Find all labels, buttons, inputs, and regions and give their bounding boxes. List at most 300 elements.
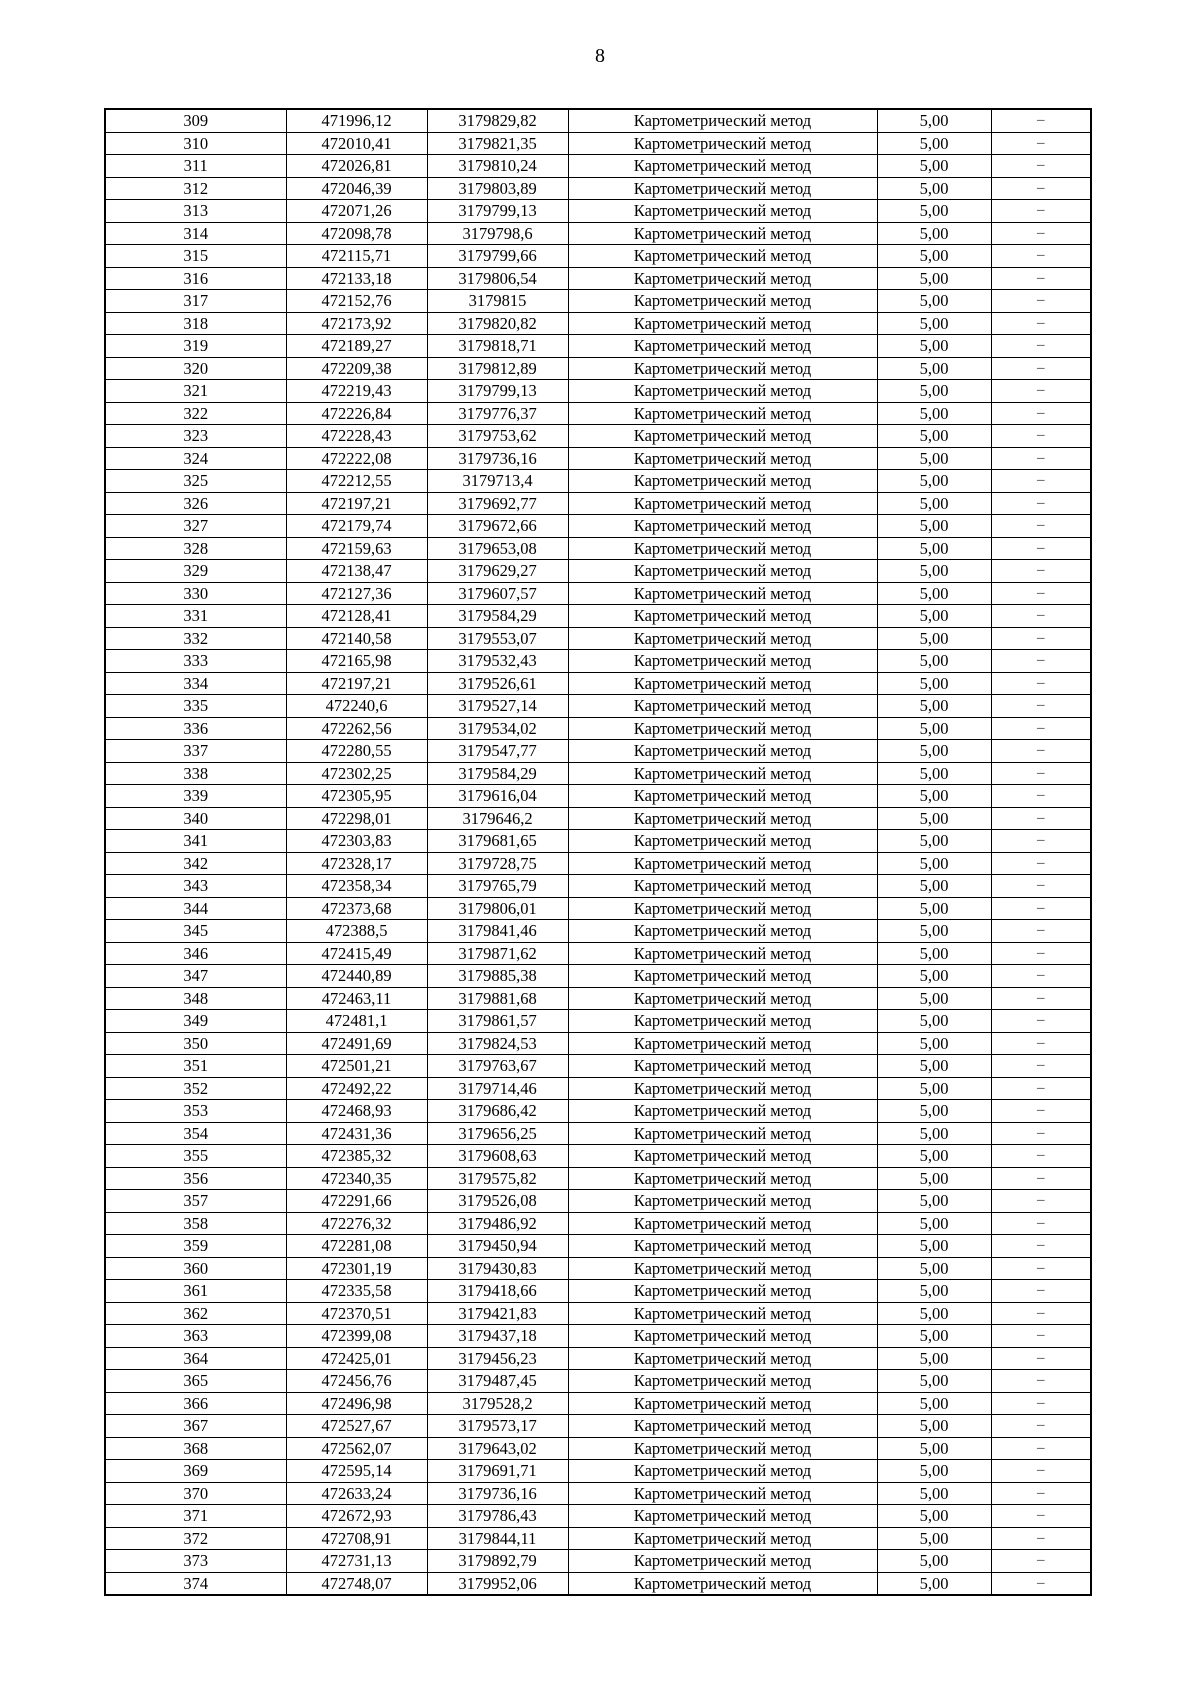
point-number-cell: 316: [105, 267, 286, 290]
y-coordinate-cell: 3179820,82: [427, 312, 568, 335]
point-number-cell: 335: [105, 695, 286, 718]
method-cell: Картометрический метод: [568, 1122, 877, 1145]
method-cell: Картометрический метод: [568, 920, 877, 943]
method-cell: Картометрический метод: [568, 1347, 877, 1370]
note-cell: –: [991, 132, 1091, 155]
note-cell: –: [991, 1280, 1091, 1303]
x-coordinate-cell: 472491,69: [286, 1032, 427, 1055]
accuracy-cell: 5,00: [877, 942, 991, 965]
point-number-cell: 358: [105, 1212, 286, 1235]
table-row: [105, 537, 1091, 560]
method-cell: Картометрический метод: [568, 1077, 877, 1100]
accuracy-cell: 5,00: [877, 492, 991, 515]
table-row: [105, 740, 1091, 763]
note-cell: –: [991, 155, 1091, 178]
y-coordinate-cell: 3179584,29: [427, 605, 568, 628]
method-cell: Картометрический метод: [568, 380, 877, 403]
x-coordinate-cell: 472595,14: [286, 1460, 427, 1483]
x-coordinate-cell: 472399,08: [286, 1325, 427, 1348]
x-coordinate-cell: 472440,89: [286, 965, 427, 988]
table-row: [105, 605, 1091, 628]
point-number-cell: 321: [105, 380, 286, 403]
method-cell: Картометрический метод: [568, 245, 877, 268]
method-cell: Картометрический метод: [568, 1055, 877, 1078]
note-cell: –: [991, 1145, 1091, 1168]
point-number-cell: 368: [105, 1437, 286, 1460]
table-row: [105, 965, 1091, 988]
y-coordinate-cell: 3179763,67: [427, 1055, 568, 1078]
point-number-cell: 319: [105, 335, 286, 358]
method-cell: Картометрический метод: [568, 1280, 877, 1303]
method-cell: Картометрический метод: [568, 785, 877, 808]
accuracy-cell: 5,00: [877, 1437, 991, 1460]
method-cell: Картометрический метод: [568, 1505, 877, 1528]
x-coordinate-cell: 472527,67: [286, 1415, 427, 1438]
x-coordinate-cell: 472492,22: [286, 1077, 427, 1100]
table-row: [105, 650, 1091, 673]
accuracy-cell: 5,00: [877, 1032, 991, 1055]
method-cell: Картометрический метод: [568, 1100, 877, 1123]
point-number-cell: 338: [105, 762, 286, 785]
accuracy-cell: 5,00: [877, 335, 991, 358]
note-cell: –: [991, 492, 1091, 515]
note-cell: –: [991, 380, 1091, 403]
y-coordinate-cell: 3179553,07: [427, 627, 568, 650]
note-cell: –: [991, 807, 1091, 830]
method-cell: Картометрический метод: [568, 605, 877, 628]
note-cell: –: [991, 717, 1091, 740]
coordinates-table-body: [105, 109, 1091, 1595]
y-coordinate-cell: 3179776,37: [427, 402, 568, 425]
method-cell: Картометрический метод: [568, 537, 877, 560]
method-cell: Картометрический метод: [568, 1190, 877, 1213]
accuracy-cell: 5,00: [877, 1122, 991, 1145]
note-cell: –: [991, 1122, 1091, 1145]
y-coordinate-cell: 3179815: [427, 290, 568, 313]
accuracy-cell: 5,00: [877, 1100, 991, 1123]
table-row: [105, 1460, 1091, 1483]
point-number-cell: 346: [105, 942, 286, 965]
table-row: [105, 290, 1091, 313]
y-coordinate-cell: 3179672,66: [427, 515, 568, 538]
table-row: [105, 830, 1091, 853]
accuracy-cell: 5,00: [877, 1167, 991, 1190]
point-number-cell: 344: [105, 897, 286, 920]
accuracy-cell: 5,00: [877, 807, 991, 830]
x-coordinate-cell: 472335,58: [286, 1280, 427, 1303]
table-row: [105, 402, 1091, 425]
point-number-cell: 324: [105, 447, 286, 470]
note-cell: –: [991, 290, 1091, 313]
accuracy-cell: 5,00: [877, 1257, 991, 1280]
accuracy-cell: 5,00: [877, 222, 991, 245]
x-coordinate-cell: 472731,13: [286, 1550, 427, 1573]
x-coordinate-cell: 472026,81: [286, 155, 427, 178]
accuracy-cell: 5,00: [877, 785, 991, 808]
x-coordinate-cell: 472301,19: [286, 1257, 427, 1280]
y-coordinate-cell: 3179547,77: [427, 740, 568, 763]
method-cell: Картометрический метод: [568, 267, 877, 290]
y-coordinate-cell: 3179456,23: [427, 1347, 568, 1370]
point-number-cell: 367: [105, 1415, 286, 1438]
y-coordinate-cell: 3179418,66: [427, 1280, 568, 1303]
note-cell: –: [991, 447, 1091, 470]
point-number-cell: 347: [105, 965, 286, 988]
table-row: [105, 1527, 1091, 1550]
method-cell: Картометрический метод: [568, 1550, 877, 1573]
accuracy-cell: 5,00: [877, 425, 991, 448]
table-row: [105, 335, 1091, 358]
accuracy-cell: 5,00: [877, 1527, 991, 1550]
y-coordinate-cell: 3179728,75: [427, 852, 568, 875]
table-row: [105, 1122, 1091, 1145]
table-row: [105, 200, 1091, 223]
note-cell: –: [991, 402, 1091, 425]
x-coordinate-cell: 472633,24: [286, 1482, 427, 1505]
accuracy-cell: 5,00: [877, 1235, 991, 1258]
x-coordinate-cell: 472358,34: [286, 875, 427, 898]
accuracy-cell: 5,00: [877, 1280, 991, 1303]
point-number-cell: 343: [105, 875, 286, 898]
point-number-cell: 309: [105, 109, 286, 132]
x-coordinate-cell: 472262,56: [286, 717, 427, 740]
method-cell: Картометрический метод: [568, 1415, 877, 1438]
point-number-cell: 314: [105, 222, 286, 245]
method-cell: Картометрический метод: [568, 1527, 877, 1550]
x-coordinate-cell: 472501,21: [286, 1055, 427, 1078]
method-cell: Картометрический метод: [568, 1572, 877, 1595]
point-number-cell: 354: [105, 1122, 286, 1145]
x-coordinate-cell: 472305,95: [286, 785, 427, 808]
method-cell: Картометрический метод: [568, 650, 877, 673]
note-cell: –: [991, 1415, 1091, 1438]
accuracy-cell: 5,00: [877, 537, 991, 560]
x-coordinate-cell: 472708,91: [286, 1527, 427, 1550]
accuracy-cell: 5,00: [877, 1055, 991, 1078]
note-cell: –: [991, 1190, 1091, 1213]
point-number-cell: 374: [105, 1572, 286, 1595]
table-row: [105, 875, 1091, 898]
y-coordinate-cell: 3179616,04: [427, 785, 568, 808]
accuracy-cell: 5,00: [877, 605, 991, 628]
x-coordinate-cell: 472431,36: [286, 1122, 427, 1145]
method-cell: Картометрический метод: [568, 312, 877, 335]
point-number-cell: 341: [105, 830, 286, 853]
table-row: [105, 762, 1091, 785]
note-cell: –: [991, 1505, 1091, 1528]
x-coordinate-cell: 472228,43: [286, 425, 427, 448]
note-cell: –: [991, 650, 1091, 673]
accuracy-cell: 5,00: [877, 1415, 991, 1438]
x-coordinate-cell: 472046,39: [286, 177, 427, 200]
note-cell: –: [991, 200, 1091, 223]
table-row: [105, 1010, 1091, 1033]
accuracy-cell: 5,00: [877, 1145, 991, 1168]
method-cell: Картометрический метод: [568, 109, 877, 132]
accuracy-cell: 5,00: [877, 1370, 991, 1393]
table-row: [105, 1145, 1091, 1168]
point-number-cell: 364: [105, 1347, 286, 1370]
y-coordinate-cell: 3179821,35: [427, 132, 568, 155]
note-cell: –: [991, 1482, 1091, 1505]
x-coordinate-cell: 472370,51: [286, 1302, 427, 1325]
note-cell: –: [991, 965, 1091, 988]
x-coordinate-cell: 472468,93: [286, 1100, 427, 1123]
y-coordinate-cell: 3179487,45: [427, 1370, 568, 1393]
accuracy-cell: 5,00: [877, 717, 991, 740]
x-coordinate-cell: 472240,6: [286, 695, 427, 718]
table-row: [105, 1347, 1091, 1370]
accuracy-cell: 5,00: [877, 1010, 991, 1033]
point-number-cell: 329: [105, 560, 286, 583]
note-cell: –: [991, 582, 1091, 605]
point-number-cell: 373: [105, 1550, 286, 1573]
table-row: [105, 1032, 1091, 1055]
x-coordinate-cell: 472179,74: [286, 515, 427, 538]
accuracy-cell: 5,00: [877, 357, 991, 380]
point-number-cell: 320: [105, 357, 286, 380]
table-row: [105, 470, 1091, 493]
table-row: [105, 492, 1091, 515]
note-cell: –: [991, 335, 1091, 358]
accuracy-cell: 5,00: [877, 1302, 991, 1325]
table-row: [105, 357, 1091, 380]
y-coordinate-cell: 3179861,57: [427, 1010, 568, 1033]
note-cell: –: [991, 537, 1091, 560]
x-coordinate-cell: 472173,92: [286, 312, 427, 335]
y-coordinate-cell: 3179871,62: [427, 942, 568, 965]
table-row: [105, 987, 1091, 1010]
table-row: [105, 897, 1091, 920]
point-number-cell: 342: [105, 852, 286, 875]
note-cell: –: [991, 1257, 1091, 1280]
x-coordinate-cell: 472496,98: [286, 1392, 427, 1415]
x-coordinate-cell: 472128,41: [286, 605, 427, 628]
accuracy-cell: 5,00: [877, 830, 991, 853]
point-number-cell: 362: [105, 1302, 286, 1325]
table-row: [105, 1392, 1091, 1415]
y-coordinate-cell: 3179584,29: [427, 762, 568, 785]
accuracy-cell: 5,00: [877, 1190, 991, 1213]
method-cell: Картометрический метод: [568, 1370, 877, 1393]
point-number-cell: 339: [105, 785, 286, 808]
note-cell: –: [991, 1370, 1091, 1393]
method-cell: Картометрический метод: [568, 1392, 877, 1415]
table-row: [105, 695, 1091, 718]
point-number-cell: 322: [105, 402, 286, 425]
y-coordinate-cell: 3179528,2: [427, 1392, 568, 1415]
method-cell: Картометрический метод: [568, 1212, 877, 1235]
table-row: [105, 132, 1091, 155]
y-coordinate-cell: 3179952,06: [427, 1572, 568, 1595]
accuracy-cell: 5,00: [877, 290, 991, 313]
table-row: [105, 1235, 1091, 1258]
x-coordinate-cell: 472280,55: [286, 740, 427, 763]
y-coordinate-cell: 3179806,54: [427, 267, 568, 290]
y-coordinate-cell: 3179812,89: [427, 357, 568, 380]
method-cell: Картометрический метод: [568, 200, 877, 223]
point-number-cell: 360: [105, 1257, 286, 1280]
x-coordinate-cell: 472303,83: [286, 830, 427, 853]
note-cell: –: [991, 1077, 1091, 1100]
accuracy-cell: 5,00: [877, 402, 991, 425]
method-cell: Картометрический метод: [568, 1325, 877, 1348]
accuracy-cell: 5,00: [877, 582, 991, 605]
method-cell: Картометрический метод: [568, 965, 877, 988]
y-coordinate-cell: 3179532,43: [427, 650, 568, 673]
point-number-cell: 333: [105, 650, 286, 673]
point-number-cell: 363: [105, 1325, 286, 1348]
accuracy-cell: 5,00: [877, 245, 991, 268]
table-row: [105, 1055, 1091, 1078]
method-cell: Картометрический метод: [568, 1257, 877, 1280]
table-row: [105, 177, 1091, 200]
note-cell: –: [991, 1100, 1091, 1123]
x-coordinate-cell: 472425,01: [286, 1347, 427, 1370]
note-cell: –: [991, 672, 1091, 695]
y-coordinate-cell: 3179534,02: [427, 717, 568, 740]
table-row: [105, 852, 1091, 875]
method-cell: Картометрический метод: [568, 1167, 877, 1190]
accuracy-cell: 5,00: [877, 1212, 991, 1235]
accuracy-cell: 5,00: [877, 132, 991, 155]
point-number-cell: 334: [105, 672, 286, 695]
x-coordinate-cell: 472388,5: [286, 920, 427, 943]
accuracy-cell: 5,00: [877, 1392, 991, 1415]
note-cell: –: [991, 1235, 1091, 1258]
note-cell: –: [991, 177, 1091, 200]
point-number-cell: 331: [105, 605, 286, 628]
point-number-cell: 353: [105, 1100, 286, 1123]
y-coordinate-cell: 3179421,83: [427, 1302, 568, 1325]
note-cell: –: [991, 875, 1091, 898]
y-coordinate-cell: 3179691,71: [427, 1460, 568, 1483]
accuracy-cell: 5,00: [877, 470, 991, 493]
x-coordinate-cell: 471996,12: [286, 109, 427, 132]
note-cell: –: [991, 222, 1091, 245]
point-number-cell: 311: [105, 155, 286, 178]
point-number-cell: 317: [105, 290, 286, 313]
table-row: [105, 672, 1091, 695]
accuracy-cell: 5,00: [877, 1505, 991, 1528]
note-cell: –: [991, 987, 1091, 1010]
point-number-cell: 350: [105, 1032, 286, 1055]
accuracy-cell: 5,00: [877, 650, 991, 673]
accuracy-cell: 5,00: [877, 177, 991, 200]
x-coordinate-cell: 472298,01: [286, 807, 427, 830]
y-coordinate-cell: 3179798,6: [427, 222, 568, 245]
method-cell: Картометрический метод: [568, 1482, 877, 1505]
page-number: 8: [595, 45, 605, 67]
table-row: [105, 380, 1091, 403]
table-row: [105, 1325, 1091, 1348]
note-cell: –: [991, 1437, 1091, 1460]
x-coordinate-cell: 472133,18: [286, 267, 427, 290]
table-row: [105, 447, 1091, 470]
note-cell: –: [991, 1302, 1091, 1325]
note-cell: –: [991, 245, 1091, 268]
note-cell: –: [991, 605, 1091, 628]
note-cell: –: [991, 109, 1091, 132]
accuracy-cell: 5,00: [877, 987, 991, 1010]
point-number-cell: 315: [105, 245, 286, 268]
point-number-cell: 357: [105, 1190, 286, 1213]
accuracy-cell: 5,00: [877, 1482, 991, 1505]
accuracy-cell: 5,00: [877, 920, 991, 943]
table-row: [105, 109, 1091, 132]
method-cell: Картометрический метод: [568, 852, 877, 875]
table-row: [105, 1100, 1091, 1123]
point-number-cell: 372: [105, 1527, 286, 1550]
x-coordinate-cell: 472165,98: [286, 650, 427, 673]
method-cell: Картометрический метод: [568, 897, 877, 920]
method-cell: Картометрический метод: [568, 717, 877, 740]
method-cell: Картометрический метод: [568, 672, 877, 695]
method-cell: Картометрический метод: [568, 447, 877, 470]
x-coordinate-cell: 472152,76: [286, 290, 427, 313]
note-cell: –: [991, 312, 1091, 335]
y-coordinate-cell: 3179430,83: [427, 1257, 568, 1280]
y-coordinate-cell: 3179799,13: [427, 380, 568, 403]
accuracy-cell: 5,00: [877, 875, 991, 898]
table-row: [105, 807, 1091, 830]
point-number-cell: 313: [105, 200, 286, 223]
method-cell: Картометрический метод: [568, 627, 877, 650]
point-number-cell: 370: [105, 1482, 286, 1505]
table-row: [105, 1190, 1091, 1213]
table-row: [105, 1077, 1091, 1100]
x-coordinate-cell: 472138,47: [286, 560, 427, 583]
x-coordinate-cell: 472127,36: [286, 582, 427, 605]
point-number-cell: 323: [105, 425, 286, 448]
x-coordinate-cell: 472385,32: [286, 1145, 427, 1168]
table-row: [105, 1302, 1091, 1325]
x-coordinate-cell: 472197,21: [286, 492, 427, 515]
y-coordinate-cell: 3179575,82: [427, 1167, 568, 1190]
method-cell: Картометрический метод: [568, 335, 877, 358]
note-cell: –: [991, 1325, 1091, 1348]
note-cell: –: [991, 852, 1091, 875]
method-cell: Картометрический метод: [568, 1437, 877, 1460]
point-number-cell: 336: [105, 717, 286, 740]
note-cell: –: [991, 1527, 1091, 1550]
accuracy-cell: 5,00: [877, 897, 991, 920]
y-coordinate-cell: 3179646,2: [427, 807, 568, 830]
method-cell: Картометрический метод: [568, 560, 877, 583]
method-cell: Картометрический метод: [568, 402, 877, 425]
y-coordinate-cell: 3179643,02: [427, 1437, 568, 1460]
table-row: [105, 425, 1091, 448]
y-coordinate-cell: 3179607,57: [427, 582, 568, 605]
note-cell: –: [991, 1010, 1091, 1033]
note-cell: –: [991, 1392, 1091, 1415]
x-coordinate-cell: 472226,84: [286, 402, 427, 425]
note-cell: –: [991, 897, 1091, 920]
y-coordinate-cell: 3179656,25: [427, 1122, 568, 1145]
table-row: [105, 717, 1091, 740]
y-coordinate-cell: 3179841,46: [427, 920, 568, 943]
y-coordinate-cell: 3179824,53: [427, 1032, 568, 1055]
note-cell: –: [991, 785, 1091, 808]
method-cell: Картометрический метод: [568, 830, 877, 853]
y-coordinate-cell: 3179786,43: [427, 1505, 568, 1528]
note-cell: –: [991, 1212, 1091, 1235]
note-cell: –: [991, 762, 1091, 785]
note-cell: –: [991, 560, 1091, 583]
method-cell: Картометрический метод: [568, 222, 877, 245]
note-cell: –: [991, 1550, 1091, 1573]
accuracy-cell: 5,00: [877, 1077, 991, 1100]
